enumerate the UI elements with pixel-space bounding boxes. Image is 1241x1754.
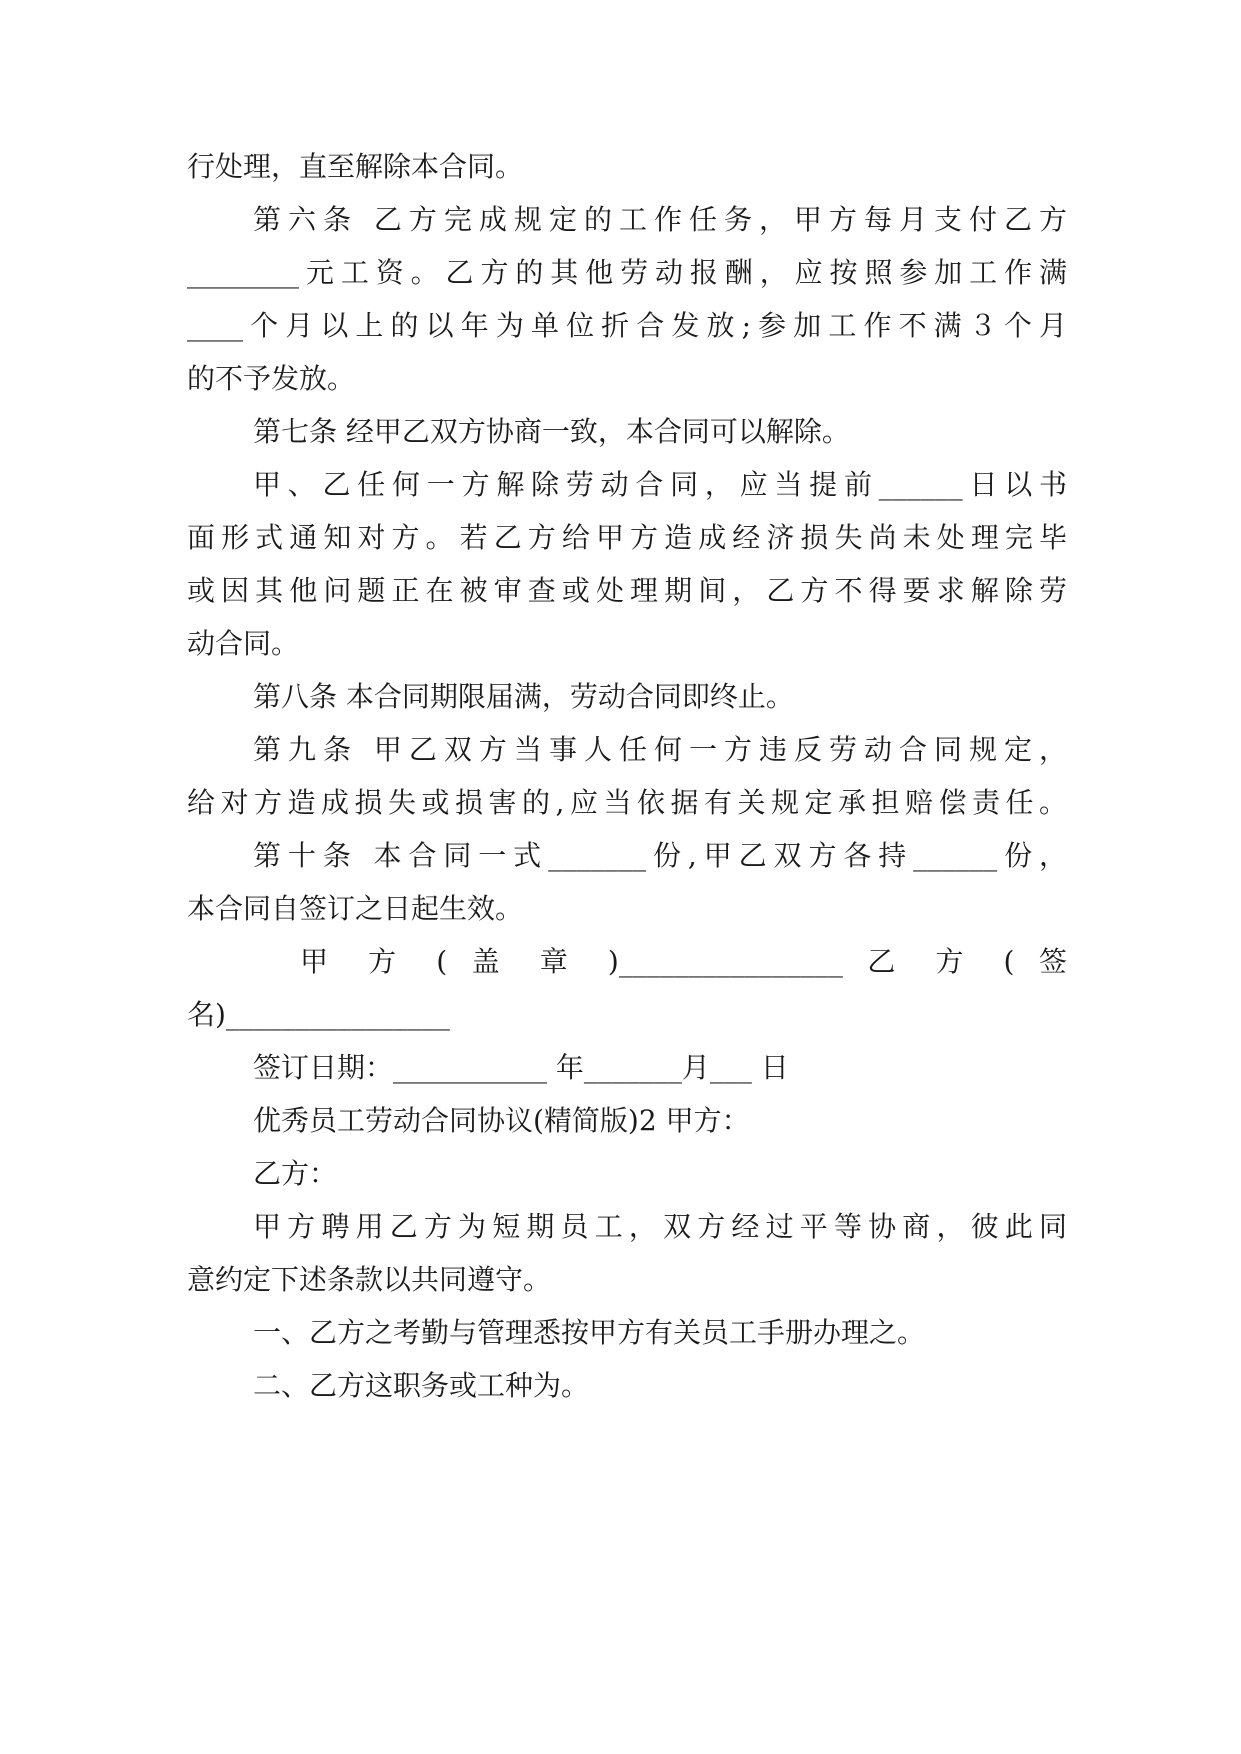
text-line: ____个月以上的以年为单位折合发放;参加工作不满３个月	[187, 309, 1067, 342]
article-10-heading-line: 第十条 本合同一式_______份,甲乙双方各持______份，	[253, 839, 1067, 872]
signature-line: 甲 方 ( 盖 章 )________________ 乙 方 ( 签	[300, 945, 1067, 978]
article-8-heading-line: 第八条 本合同期限届满，劳动合同即终止。	[253, 680, 794, 713]
signature-line: 名)________________	[187, 998, 450, 1031]
section-title-line: 优秀员工劳动合同协议(精简版)2 甲方：	[253, 1104, 750, 1137]
text-line: 本合同自签订之日起生效。	[187, 892, 524, 925]
sign-date-line: 签订日期：___________ 年_______月___ 日	[253, 1051, 789, 1084]
text-line: 或因其他问题正在被审查或处理期间，乙方不得要求解除劳	[187, 574, 1067, 607]
text-line: 甲方聘用乙方为短期员工，双方经过平等协商，彼此同	[253, 1210, 1067, 1243]
text-line: 行处理，直至解除本合同。	[187, 150, 524, 183]
text-line: 给对方造成损失或损害的,应当依据有关规定承担赔偿责任。	[187, 786, 1067, 819]
text-line: 面形式通知对方。若乙方给甲方造成经济损失尚未处理完毕	[187, 521, 1067, 554]
clause-2-line: 二、乙方这职务或工种为。	[253, 1369, 590, 1402]
article-9-heading-line: 第九条 甲乙双方当事人任何一方违反劳动合同规定，	[253, 733, 1067, 766]
text-line: 动合同。	[187, 627, 300, 660]
text-line: ________元工资。乙方的其他劳动报酬，应按照参加工作满	[187, 256, 1067, 289]
text-line: 的不予发放。	[187, 362, 356, 395]
text-line: 意约定下述条款以共同遵守。	[187, 1263, 552, 1296]
article-7-heading-line: 第七条 经甲乙双方协商一致，本合同可以解除。	[253, 415, 850, 448]
clause-1-line: 一、乙方之考勤与管理悉按甲方有关员工手册办理之。	[253, 1316, 926, 1349]
text-line: 甲、乙任何一方解除劳动合同，应当提前______日以书	[253, 468, 1067, 501]
article-6-heading-line: 第六条 乙方完成规定的工作任务，甲方每月支付乙方	[253, 203, 1067, 236]
party-b-line: 乙方：	[253, 1157, 338, 1190]
